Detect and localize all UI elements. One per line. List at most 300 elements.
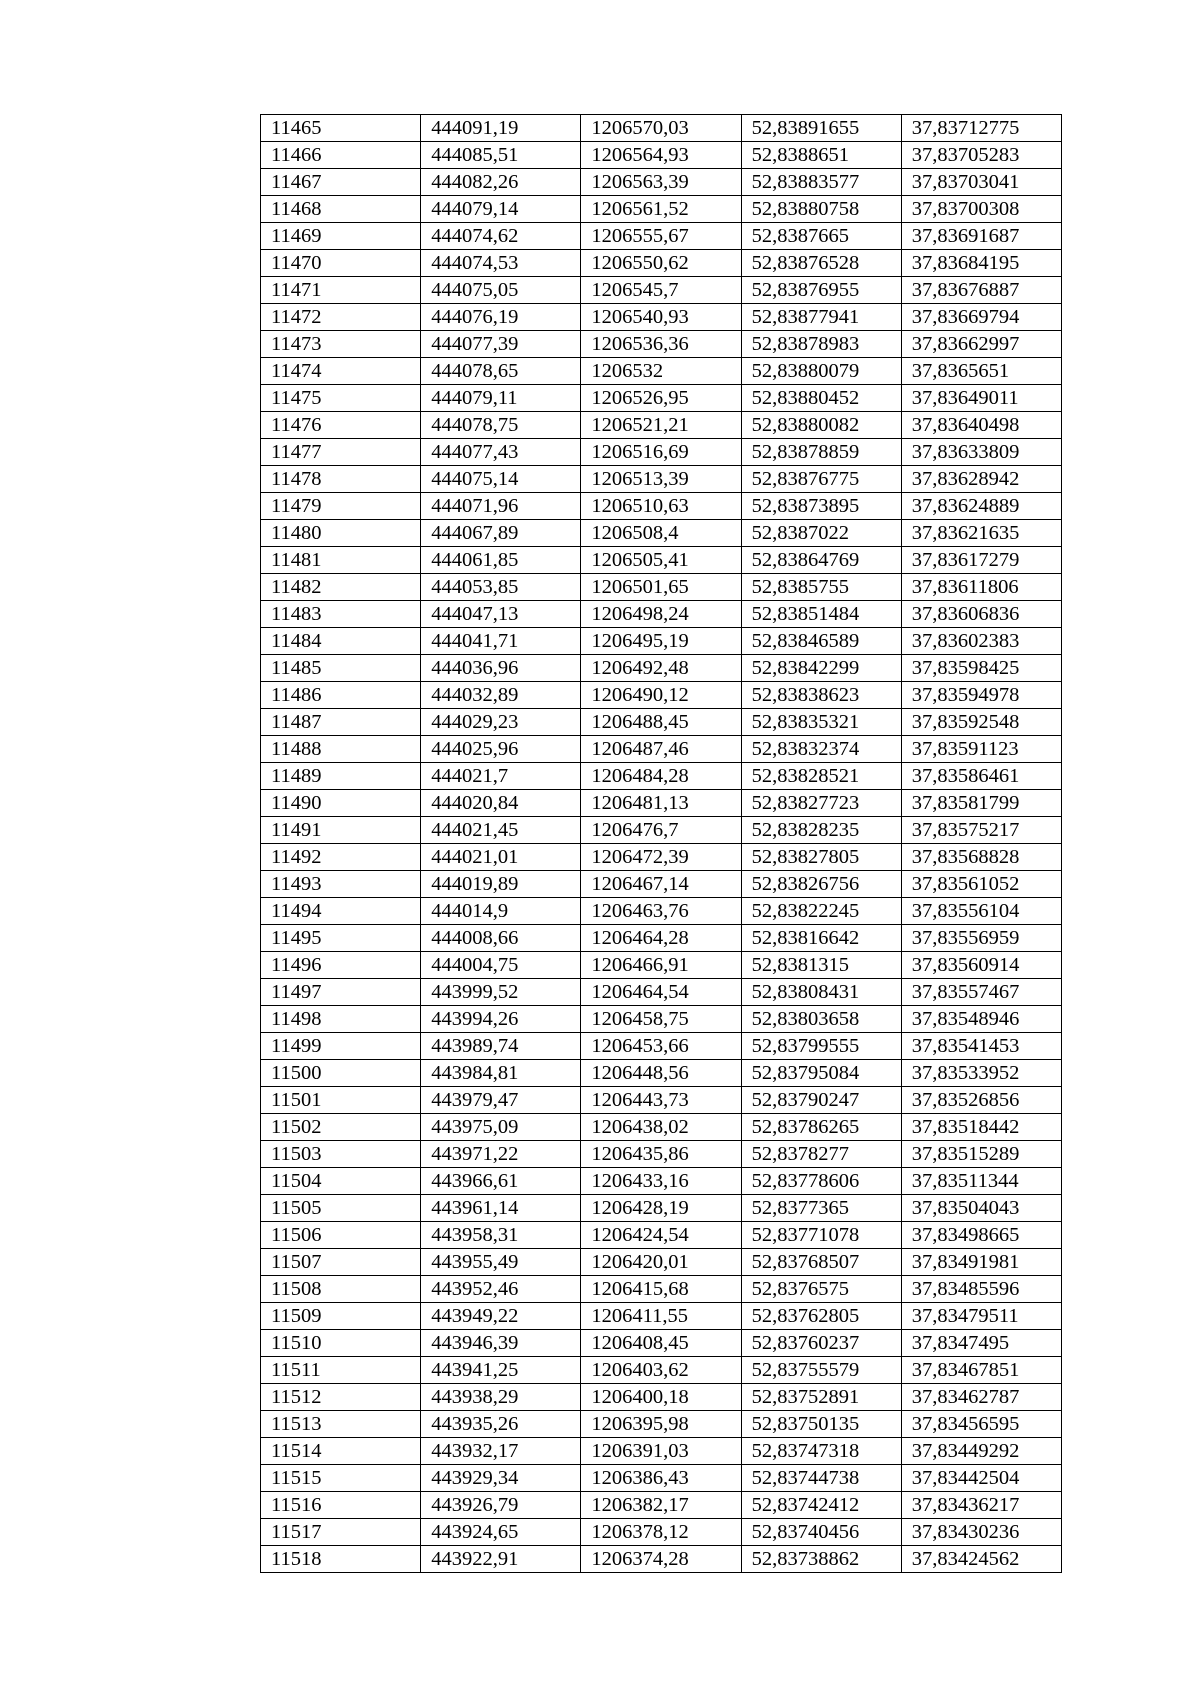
y-coordinate-cell: 1206498,24 (581, 601, 741, 628)
longitude-cell: 37,83640498 (901, 412, 1061, 439)
y-coordinate-cell: 1206536,36 (581, 331, 741, 358)
latitude-cell: 52,83755579 (741, 1357, 901, 1384)
point-number-cell: 11490 (261, 790, 421, 817)
y-coordinate-cell: 1206433,16 (581, 1168, 741, 1195)
longitude-cell: 37,83436217 (901, 1492, 1061, 1519)
latitude-cell: 52,83750135 (741, 1411, 901, 1438)
point-number-cell: 11467 (261, 169, 421, 196)
table-row (261, 601, 1062, 628)
table-row (261, 1195, 1062, 1222)
table-row (261, 223, 1062, 250)
x-coordinate-cell: 444014,9 (421, 898, 581, 925)
point-number-cell: 11516 (261, 1492, 421, 1519)
x-coordinate-cell: 443952,46 (421, 1276, 581, 1303)
table-row (261, 520, 1062, 547)
longitude-cell: 37,83586461 (901, 763, 1061, 790)
longitude-cell: 37,83541453 (901, 1033, 1061, 1060)
latitude-cell: 52,83835321 (741, 709, 901, 736)
y-coordinate-cell: 1206540,93 (581, 304, 741, 331)
point-number-cell: 11483 (261, 601, 421, 628)
latitude-cell: 52,83842299 (741, 655, 901, 682)
table-row (261, 1303, 1062, 1330)
y-coordinate-cell: 1206501,65 (581, 574, 741, 601)
longitude-cell: 37,83504043 (901, 1195, 1061, 1222)
y-coordinate-cell: 1206424,54 (581, 1222, 741, 1249)
point-number-cell: 11479 (261, 493, 421, 520)
point-number-cell: 11515 (261, 1465, 421, 1492)
latitude-cell: 52,83738862 (741, 1546, 901, 1573)
y-coordinate-cell: 1206395,98 (581, 1411, 741, 1438)
table-row (261, 439, 1062, 466)
latitude-cell: 52,83832374 (741, 736, 901, 763)
table-row (261, 1276, 1062, 1303)
latitude-cell: 52,83876528 (741, 250, 901, 277)
point-number-cell: 11495 (261, 925, 421, 952)
x-coordinate-cell: 444079,14 (421, 196, 581, 223)
y-coordinate-cell: 1206420,01 (581, 1249, 741, 1276)
longitude-cell: 37,83442504 (901, 1465, 1061, 1492)
longitude-cell: 37,83581799 (901, 790, 1061, 817)
table-row (261, 1141, 1062, 1168)
x-coordinate-cell: 443984,81 (421, 1060, 581, 1087)
y-coordinate-cell: 1206378,12 (581, 1519, 741, 1546)
table-row (261, 169, 1062, 196)
y-coordinate-cell: 1206555,67 (581, 223, 741, 250)
table-row (261, 1384, 1062, 1411)
table-row (261, 358, 1062, 385)
table-row (261, 1465, 1062, 1492)
point-number-cell: 11491 (261, 817, 421, 844)
point-number-cell: 11513 (261, 1411, 421, 1438)
point-number-cell: 11505 (261, 1195, 421, 1222)
point-number-cell: 11512 (261, 1384, 421, 1411)
point-number-cell: 11470 (261, 250, 421, 277)
x-coordinate-cell: 443932,17 (421, 1438, 581, 1465)
table-row (261, 817, 1062, 844)
y-coordinate-cell: 1206545,7 (581, 277, 741, 304)
longitude-cell: 37,83633809 (901, 439, 1061, 466)
table-row (261, 1492, 1062, 1519)
latitude-cell: 52,83827805 (741, 844, 901, 871)
x-coordinate-cell: 443941,25 (421, 1357, 581, 1384)
y-coordinate-cell: 1206438,02 (581, 1114, 741, 1141)
y-coordinate-cell: 1206495,19 (581, 628, 741, 655)
longitude-cell: 37,83617279 (901, 547, 1061, 574)
latitude-cell: 52,83799555 (741, 1033, 901, 1060)
point-number-cell: 11498 (261, 1006, 421, 1033)
x-coordinate-cell: 443924,65 (421, 1519, 581, 1546)
latitude-cell: 52,83795084 (741, 1060, 901, 1087)
longitude-cell: 37,83515289 (901, 1141, 1061, 1168)
longitude-cell: 37,83556959 (901, 925, 1061, 952)
point-number-cell: 11475 (261, 385, 421, 412)
table-row (261, 574, 1062, 601)
latitude-cell: 52,83828521 (741, 763, 901, 790)
y-coordinate-cell: 1206487,46 (581, 736, 741, 763)
x-coordinate-cell: 444021,01 (421, 844, 581, 871)
longitude-cell: 37,83526856 (901, 1087, 1061, 1114)
x-coordinate-cell: 444077,43 (421, 439, 581, 466)
point-number-cell: 11472 (261, 304, 421, 331)
y-coordinate-cell: 1206508,4 (581, 520, 741, 547)
table-row (261, 952, 1062, 979)
x-coordinate-cell: 443999,52 (421, 979, 581, 1006)
x-coordinate-cell: 443926,79 (421, 1492, 581, 1519)
y-coordinate-cell: 1206448,56 (581, 1060, 741, 1087)
table-row (261, 1519, 1062, 1546)
y-coordinate-cell: 1206443,73 (581, 1087, 741, 1114)
longitude-cell: 37,83611806 (901, 574, 1061, 601)
x-coordinate-cell: 444075,05 (421, 277, 581, 304)
y-coordinate-cell: 1206415,68 (581, 1276, 741, 1303)
table-row (261, 1411, 1062, 1438)
x-coordinate-cell: 444074,53 (421, 250, 581, 277)
coordinates-table-body (261, 115, 1062, 1573)
table-row (261, 871, 1062, 898)
x-coordinate-cell: 444074,62 (421, 223, 581, 250)
table-row (261, 1087, 1062, 1114)
y-coordinate-cell: 1206521,21 (581, 412, 741, 439)
table-row (261, 1060, 1062, 1087)
latitude-cell: 52,83880452 (741, 385, 901, 412)
table-row (261, 1222, 1062, 1249)
y-coordinate-cell: 1206464,54 (581, 979, 741, 1006)
y-coordinate-cell: 1206513,39 (581, 466, 741, 493)
longitude-cell: 37,83598425 (901, 655, 1061, 682)
longitude-cell: 37,83684195 (901, 250, 1061, 277)
point-number-cell: 11465 (261, 115, 421, 142)
table-row (261, 682, 1062, 709)
point-number-cell: 11508 (261, 1276, 421, 1303)
y-coordinate-cell: 1206481,13 (581, 790, 741, 817)
x-coordinate-cell: 444091,19 (421, 115, 581, 142)
longitude-cell: 37,83568828 (901, 844, 1061, 871)
y-coordinate-cell: 1206564,93 (581, 142, 741, 169)
latitude-cell: 52,83744738 (741, 1465, 901, 1492)
table-row (261, 1168, 1062, 1195)
longitude-cell: 37,83575217 (901, 817, 1061, 844)
latitude-cell: 52,83760237 (741, 1330, 901, 1357)
longitude-cell: 37,83669794 (901, 304, 1061, 331)
latitude-cell: 52,8376575 (741, 1276, 901, 1303)
longitude-cell: 37,83518442 (901, 1114, 1061, 1141)
y-coordinate-cell: 1206403,62 (581, 1357, 741, 1384)
table-row (261, 898, 1062, 925)
y-coordinate-cell: 1206466,91 (581, 952, 741, 979)
point-number-cell: 11487 (261, 709, 421, 736)
x-coordinate-cell: 444029,23 (421, 709, 581, 736)
latitude-cell: 52,83880079 (741, 358, 901, 385)
table-row (261, 385, 1062, 412)
table-row (261, 142, 1062, 169)
table-row (261, 547, 1062, 574)
longitude-cell: 37,83602383 (901, 628, 1061, 655)
point-number-cell: 11488 (261, 736, 421, 763)
point-number-cell: 11466 (261, 142, 421, 169)
latitude-cell: 52,83816642 (741, 925, 901, 952)
table-row (261, 1546, 1062, 1573)
point-number-cell: 11503 (261, 1141, 421, 1168)
point-number-cell: 11468 (261, 196, 421, 223)
y-coordinate-cell: 1206472,39 (581, 844, 741, 871)
point-number-cell: 11514 (261, 1438, 421, 1465)
y-coordinate-cell: 1206505,41 (581, 547, 741, 574)
latitude-cell: 52,83891655 (741, 115, 901, 142)
latitude-cell: 52,83752891 (741, 1384, 901, 1411)
latitude-cell: 52,83828235 (741, 817, 901, 844)
longitude-cell: 37,83533952 (901, 1060, 1061, 1087)
y-coordinate-cell: 1206510,63 (581, 493, 741, 520)
y-coordinate-cell: 1206488,45 (581, 709, 741, 736)
point-number-cell: 11471 (261, 277, 421, 304)
table-row (261, 466, 1062, 493)
y-coordinate-cell: 1206492,48 (581, 655, 741, 682)
y-coordinate-cell: 1206458,75 (581, 1006, 741, 1033)
longitude-cell: 37,83594978 (901, 682, 1061, 709)
x-coordinate-cell: 444021,7 (421, 763, 581, 790)
table-row (261, 1357, 1062, 1384)
x-coordinate-cell: 443979,47 (421, 1087, 581, 1114)
y-coordinate-cell: 1206428,19 (581, 1195, 741, 1222)
table-row (261, 196, 1062, 223)
point-number-cell: 11480 (261, 520, 421, 547)
table-row (261, 709, 1062, 736)
point-number-cell: 11499 (261, 1033, 421, 1060)
table-row (261, 1249, 1062, 1276)
y-coordinate-cell: 1206382,17 (581, 1492, 741, 1519)
y-coordinate-cell: 1206532 (581, 358, 741, 385)
longitude-cell: 37,83624889 (901, 493, 1061, 520)
latitude-cell: 52,83873895 (741, 493, 901, 520)
latitude-cell: 52,83877941 (741, 304, 901, 331)
point-number-cell: 11478 (261, 466, 421, 493)
x-coordinate-cell: 444071,96 (421, 493, 581, 520)
longitude-cell: 37,83649011 (901, 385, 1061, 412)
y-coordinate-cell: 1206570,03 (581, 115, 741, 142)
y-coordinate-cell: 1206374,28 (581, 1546, 741, 1573)
table-row (261, 1438, 1062, 1465)
latitude-cell: 52,8381315 (741, 952, 901, 979)
latitude-cell: 52,8387665 (741, 223, 901, 250)
point-number-cell: 11517 (261, 1519, 421, 1546)
point-number-cell: 11474 (261, 358, 421, 385)
y-coordinate-cell: 1206476,7 (581, 817, 741, 844)
latitude-cell: 52,8378277 (741, 1141, 901, 1168)
y-coordinate-cell: 1206484,28 (581, 763, 741, 790)
longitude-cell: 37,83628942 (901, 466, 1061, 493)
y-coordinate-cell: 1206408,45 (581, 1330, 741, 1357)
longitude-cell: 37,83691687 (901, 223, 1061, 250)
longitude-cell: 37,83560914 (901, 952, 1061, 979)
longitude-cell: 37,83479511 (901, 1303, 1061, 1330)
point-number-cell: 11502 (261, 1114, 421, 1141)
longitude-cell: 37,83676887 (901, 277, 1061, 304)
longitude-cell: 37,83712775 (901, 115, 1061, 142)
y-coordinate-cell: 1206435,86 (581, 1141, 741, 1168)
x-coordinate-cell: 444067,89 (421, 520, 581, 547)
x-coordinate-cell: 444041,71 (421, 628, 581, 655)
point-number-cell: 11489 (261, 763, 421, 790)
longitude-cell: 37,83621635 (901, 520, 1061, 547)
x-coordinate-cell: 444020,84 (421, 790, 581, 817)
point-number-cell: 11497 (261, 979, 421, 1006)
longitude-cell: 37,83662997 (901, 331, 1061, 358)
latitude-cell: 52,8387022 (741, 520, 901, 547)
latitude-cell: 52,83838623 (741, 682, 901, 709)
latitude-cell: 52,83771078 (741, 1222, 901, 1249)
point-number-cell: 11477 (261, 439, 421, 466)
x-coordinate-cell: 443949,22 (421, 1303, 581, 1330)
latitude-cell: 52,83826756 (741, 871, 901, 898)
table-row (261, 763, 1062, 790)
latitude-cell: 52,83851484 (741, 601, 901, 628)
y-coordinate-cell: 1206411,55 (581, 1303, 741, 1330)
latitude-cell: 52,83778606 (741, 1168, 901, 1195)
longitude-cell: 37,83491981 (901, 1249, 1061, 1276)
latitude-cell: 52,8388651 (741, 142, 901, 169)
x-coordinate-cell: 444076,19 (421, 304, 581, 331)
y-coordinate-cell: 1206391,03 (581, 1438, 741, 1465)
table-row (261, 331, 1062, 358)
x-coordinate-cell: 444021,45 (421, 817, 581, 844)
x-coordinate-cell: 444085,51 (421, 142, 581, 169)
x-coordinate-cell: 444025,96 (421, 736, 581, 763)
y-coordinate-cell: 1206490,12 (581, 682, 741, 709)
table-row (261, 1330, 1062, 1357)
y-coordinate-cell: 1206467,14 (581, 871, 741, 898)
latitude-cell: 52,8385755 (741, 574, 901, 601)
x-coordinate-cell: 443938,29 (421, 1384, 581, 1411)
point-number-cell: 11507 (261, 1249, 421, 1276)
y-coordinate-cell: 1206550,62 (581, 250, 741, 277)
x-coordinate-cell: 444004,75 (421, 952, 581, 979)
x-coordinate-cell: 444019,89 (421, 871, 581, 898)
x-coordinate-cell: 443922,91 (421, 1546, 581, 1573)
table-row (261, 655, 1062, 682)
longitude-cell: 37,8365651 (901, 358, 1061, 385)
latitude-cell: 52,83786265 (741, 1114, 901, 1141)
y-coordinate-cell: 1206516,69 (581, 439, 741, 466)
longitude-cell: 37,83511344 (901, 1168, 1061, 1195)
y-coordinate-cell: 1206463,76 (581, 898, 741, 925)
x-coordinate-cell: 444078,75 (421, 412, 581, 439)
latitude-cell: 52,83822245 (741, 898, 901, 925)
point-number-cell: 11510 (261, 1330, 421, 1357)
point-number-cell: 11473 (261, 331, 421, 358)
table-row (261, 628, 1062, 655)
table-row (261, 736, 1062, 763)
point-number-cell: 11484 (261, 628, 421, 655)
x-coordinate-cell: 444061,85 (421, 547, 581, 574)
x-coordinate-cell: 443946,39 (421, 1330, 581, 1357)
point-number-cell: 11492 (261, 844, 421, 871)
point-number-cell: 11482 (261, 574, 421, 601)
table-row (261, 1114, 1062, 1141)
point-number-cell: 11501 (261, 1087, 421, 1114)
latitude-cell: 52,83740456 (741, 1519, 901, 1546)
latitude-cell: 52,83742412 (741, 1492, 901, 1519)
x-coordinate-cell: 443966,61 (421, 1168, 581, 1195)
x-coordinate-cell: 443961,14 (421, 1195, 581, 1222)
x-coordinate-cell: 443994,26 (421, 1006, 581, 1033)
latitude-cell: 52,83878983 (741, 331, 901, 358)
table-row (261, 790, 1062, 817)
longitude-cell: 37,83456595 (901, 1411, 1061, 1438)
longitude-cell: 37,83485596 (901, 1276, 1061, 1303)
y-coordinate-cell: 1206561,52 (581, 196, 741, 223)
y-coordinate-cell: 1206563,39 (581, 169, 741, 196)
y-coordinate-cell: 1206400,18 (581, 1384, 741, 1411)
latitude-cell: 52,83878859 (741, 439, 901, 466)
table-row (261, 925, 1062, 952)
y-coordinate-cell: 1206386,43 (581, 1465, 741, 1492)
longitude-cell: 37,83591123 (901, 736, 1061, 763)
point-number-cell: 11481 (261, 547, 421, 574)
latitude-cell: 52,8377365 (741, 1195, 901, 1222)
latitude-cell: 52,83762805 (741, 1303, 901, 1330)
coordinates-table (260, 114, 1062, 1573)
point-number-cell: 11500 (261, 1060, 421, 1087)
longitude-cell: 37,83449292 (901, 1438, 1061, 1465)
x-coordinate-cell: 444036,96 (421, 655, 581, 682)
x-coordinate-cell: 444008,66 (421, 925, 581, 952)
table-row (261, 1033, 1062, 1060)
latitude-cell: 52,83846589 (741, 628, 901, 655)
latitude-cell: 52,83768507 (741, 1249, 901, 1276)
longitude-cell: 37,83556104 (901, 898, 1061, 925)
x-coordinate-cell: 443971,22 (421, 1141, 581, 1168)
table-row (261, 115, 1062, 142)
x-coordinate-cell: 444075,14 (421, 466, 581, 493)
x-coordinate-cell: 444053,85 (421, 574, 581, 601)
longitude-cell: 37,83700308 (901, 196, 1061, 223)
x-coordinate-cell: 443955,49 (421, 1249, 581, 1276)
point-number-cell: 11504 (261, 1168, 421, 1195)
point-number-cell: 11486 (261, 682, 421, 709)
point-number-cell: 11494 (261, 898, 421, 925)
table-row (261, 844, 1062, 871)
latitude-cell: 52,83827723 (741, 790, 901, 817)
x-coordinate-cell: 443958,31 (421, 1222, 581, 1249)
latitude-cell: 52,83808431 (741, 979, 901, 1006)
longitude-cell: 37,83557467 (901, 979, 1061, 1006)
table-row (261, 412, 1062, 439)
point-number-cell: 11476 (261, 412, 421, 439)
latitude-cell: 52,83880758 (741, 196, 901, 223)
table-row (261, 250, 1062, 277)
y-coordinate-cell: 1206526,95 (581, 385, 741, 412)
x-coordinate-cell: 443935,26 (421, 1411, 581, 1438)
latitude-cell: 52,83876775 (741, 466, 901, 493)
x-coordinate-cell: 444032,89 (421, 682, 581, 709)
point-number-cell: 11493 (261, 871, 421, 898)
longitude-cell: 37,83424562 (901, 1546, 1061, 1573)
x-coordinate-cell: 444079,11 (421, 385, 581, 412)
longitude-cell: 37,83467851 (901, 1357, 1061, 1384)
x-coordinate-cell: 443975,09 (421, 1114, 581, 1141)
point-number-cell: 11511 (261, 1357, 421, 1384)
longitude-cell: 37,83561052 (901, 871, 1061, 898)
latitude-cell: 52,83790247 (741, 1087, 901, 1114)
longitude-cell: 37,83703041 (901, 169, 1061, 196)
x-coordinate-cell: 444082,26 (421, 169, 581, 196)
x-coordinate-cell: 444078,65 (421, 358, 581, 385)
point-number-cell: 11469 (261, 223, 421, 250)
point-number-cell: 11506 (261, 1222, 421, 1249)
longitude-cell: 37,8347495 (901, 1330, 1061, 1357)
latitude-cell: 52,83864769 (741, 547, 901, 574)
y-coordinate-cell: 1206464,28 (581, 925, 741, 952)
